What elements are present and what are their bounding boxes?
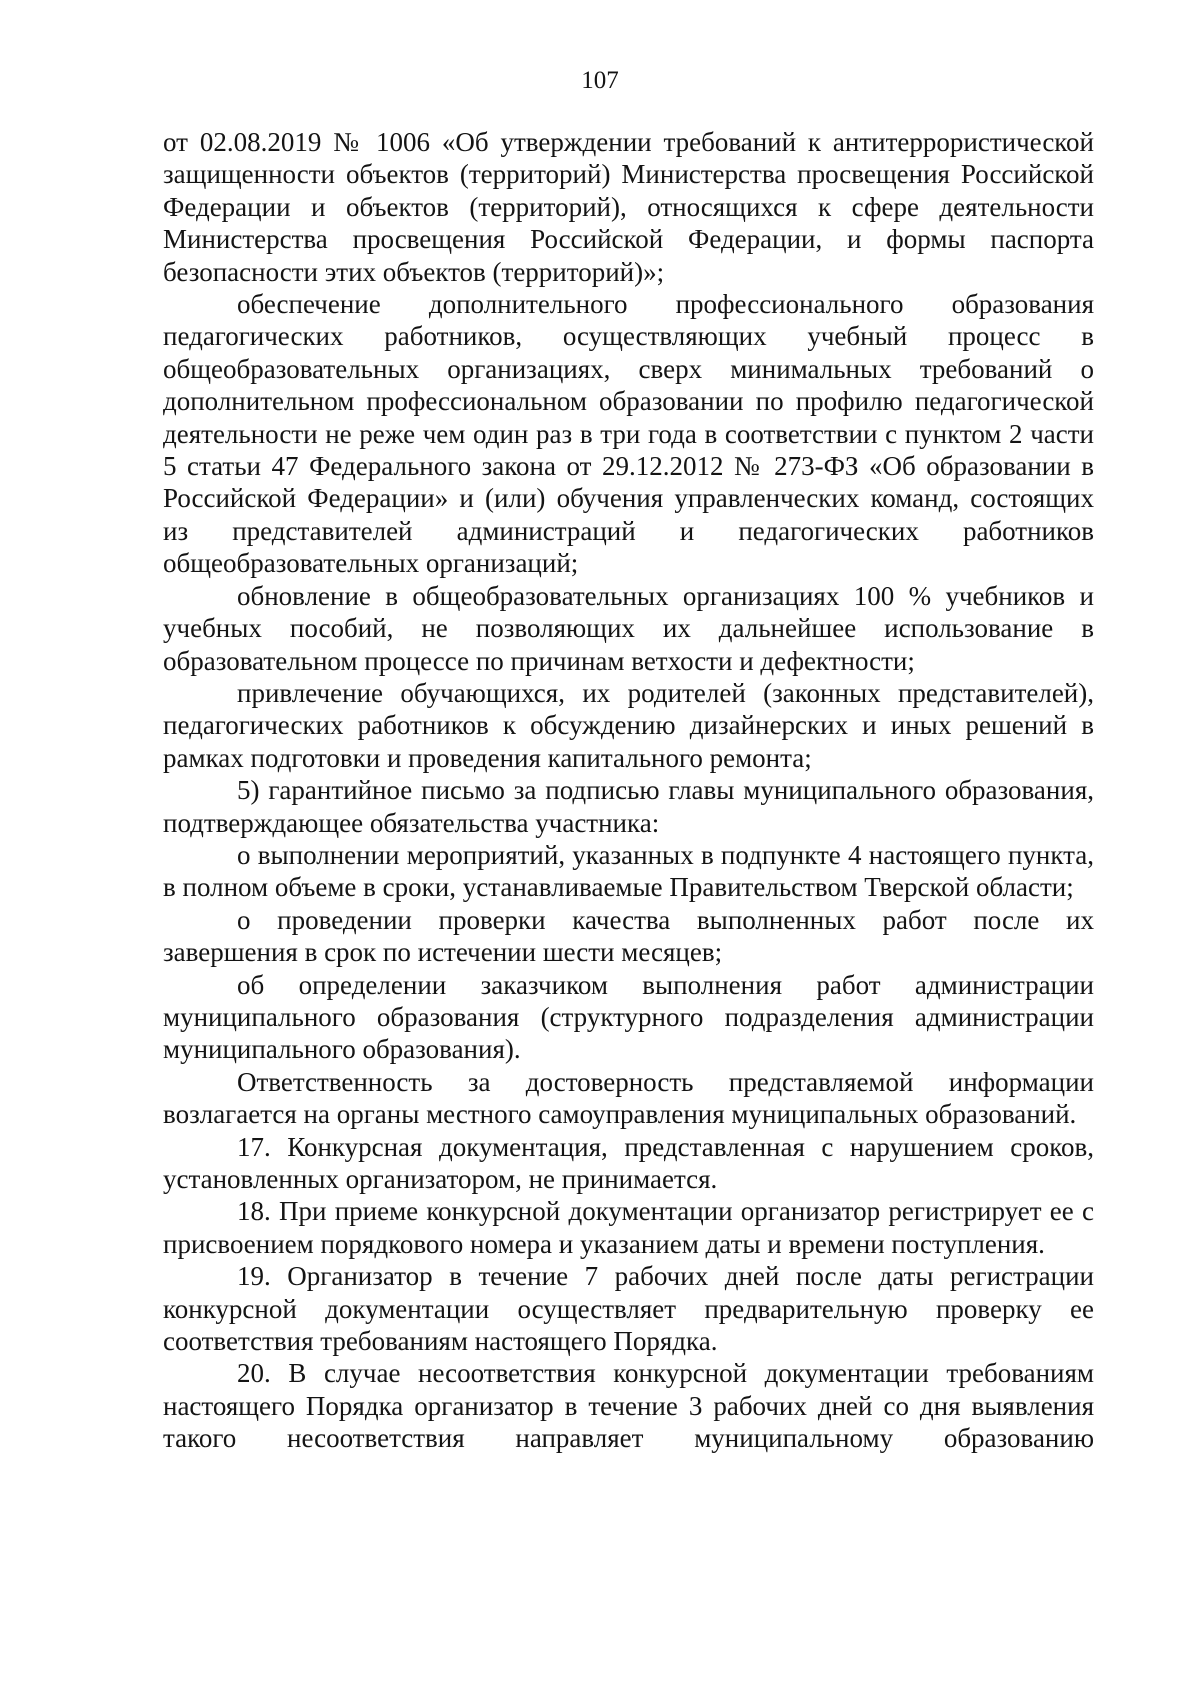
page-number: 107 bbox=[581, 67, 619, 94]
paragraph-involvement: привлечение обучающихся, их родителей (законных представителей), педагогических работников к обсуждению дизайнерских и иных решений в рамках подготовки и проведения капитального ремонта; bbox=[163, 677, 1094, 773]
paragraph-continuation: от 02.08.2019 № 1006 «Об утверждении требований к антитеррористической защищенности объектов (территорий) Министерства просвещения Российской Федерации и объектов (территорий), относящихся к сфере деятельности Министерства просвещения Российской Федерации, и формы паспорта безопасности этих объектов (территорий)»; bbox=[163, 127, 1094, 287]
paragraph-item-20: 20. В случае несоответствия конкурсной документации требованиям настоящего Порядка организатор в течение 3 рабочих дней со дня выявления такого несоответствия направляет муниципальному образованию bbox=[163, 1358, 1094, 1454]
paragraph-guarantee-letter: 5) гарантийное письмо за подписью главы муниципального образования, подтверждающее обязательства участника: bbox=[163, 775, 1094, 838]
paragraph-item-18: 18. При приеме конкурсной документации организатор регистрирует ее с присвоением порядкового номера и указанием даты и времени поступления. bbox=[163, 1196, 1094, 1259]
paragraph-obligation-inspection: о проведении проверки качества выполненных работ после их завершения в срок по истечении шести месяцев; bbox=[163, 904, 1094, 968]
document-body bbox=[163, 126, 1094, 1455]
paragraph-item-19: 19. Организатор в течение 7 рабочих дней после даты регистрации конкурсной документации осуществляет предварительную проверку ее соответствия требованиям настоящего Порядка. bbox=[163, 1261, 1094, 1357]
paragraph-obligation-customer: об определении заказчиком выполнения работ администрации муниципального образования (структурного подразделения администрации муниципального образования). bbox=[163, 969, 1094, 1065]
paragraph-item-17: 17. Конкурсная документация, представленная с нарушением сроков, установленных организатором, не принимается. bbox=[163, 1131, 1094, 1194]
paragraph-textbooks: обновление в общеобразовательных организациях 100 % учебников и учебных пособий, не позволяющих их дальнейшее использование в образовательном процессе по причинам ветхости и дефектности; bbox=[163, 580, 1094, 676]
paragraph-obligation-measures: о выполнении мероприятий, указанных в подпункте 4 настоящего пункта, в полном объеме в сроки, устанавливаемые Правительством Тверской области; bbox=[163, 839, 1094, 903]
paragraph-training: обеспечение дополнительного профессионального образования педагогических работников, осуществляющих учебный процесс в общеобразовательных организациях, сверх минимальных требований о дополнительном профессиональном образовании по профилю педагогической деятельности не реже чем один раз в три года в соответствии с пунктом 2 части 5 статьи 47 Федерального закона от 29.12.2012 № 273-ФЗ «Об образовании в Российской Федерации» и (или) обучения управленческих команд, состоящих из представителей администраций и педагогических работников общеобразовательных организаций; bbox=[163, 289, 1094, 579]
paragraph-responsibility: Ответственность за достоверность представляемой информации возлагается на органы местного самоуправления муниципальных образований. bbox=[163, 1066, 1094, 1130]
